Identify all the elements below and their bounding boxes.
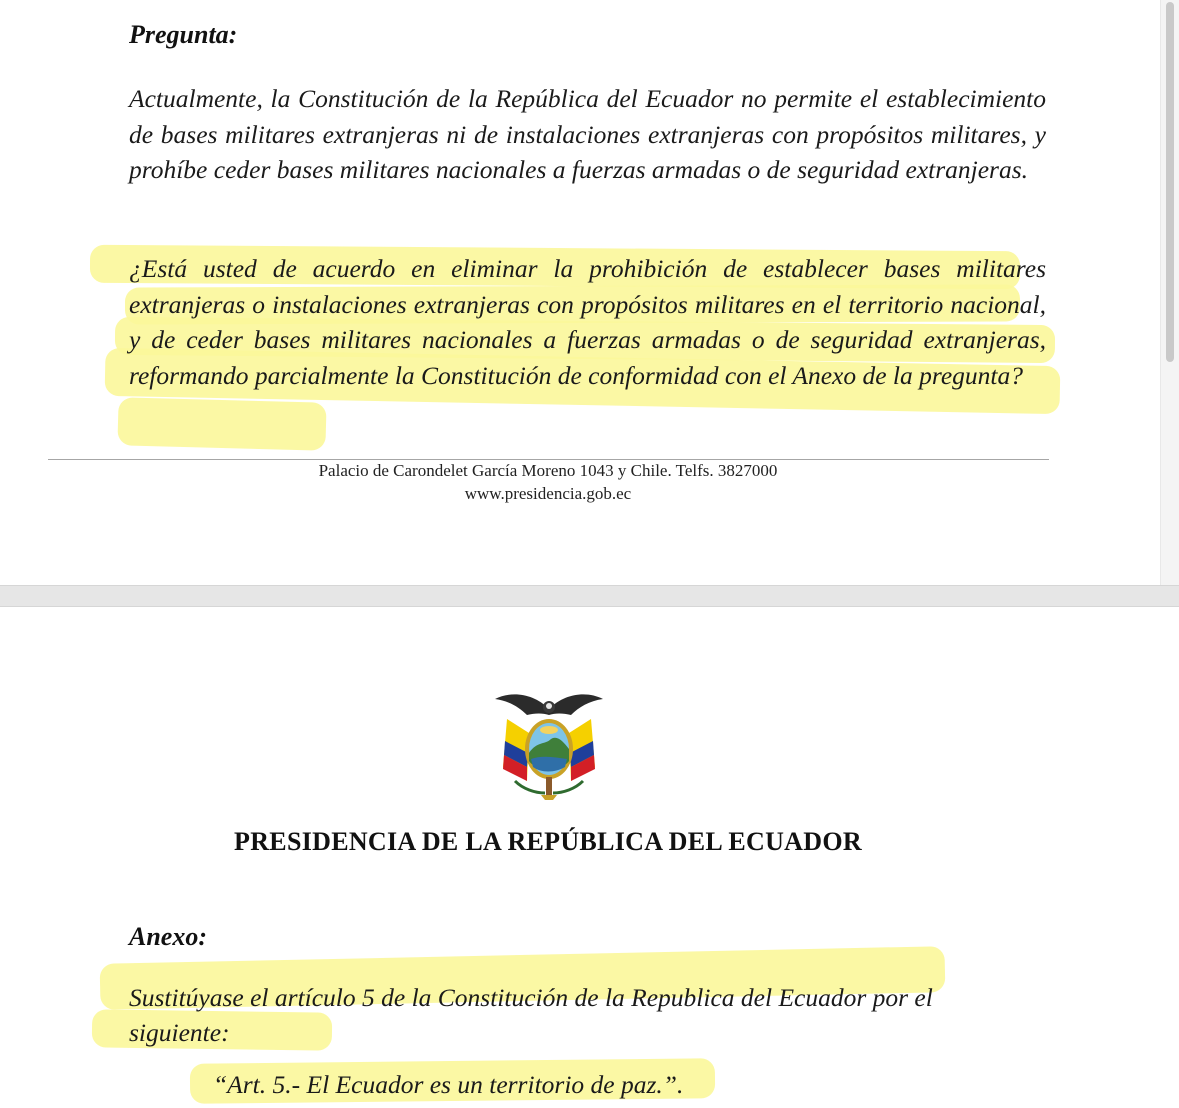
footer-divider <box>48 459 1049 460</box>
page-separator <box>0 585 1179 607</box>
vertical-scrollbar[interactable] <box>1160 0 1179 585</box>
scrollbar-thumb[interactable] <box>1166 2 1174 362</box>
annex-heading: Anexo: <box>129 922 207 951</box>
annex-instruction-line2: siguiente: <box>129 1018 230 1047</box>
annex-instruction-line1: Sustitúyase el artículo 5 de la Constitución de la Republica del Ecuador por el <box>129 983 933 1012</box>
footer-address: Palacio de Carondelet García Moreno 1043 y Chile. Telfs. 3827000 <box>318 461 778 480</box>
annex-article-text: “Art. 5.- El Ecuador es un territorio de paz.”. <box>213 1070 684 1099</box>
presidency-title: PRESIDENCIA DE LA REPÚBLICA DEL ECUADOR <box>234 827 862 856</box>
question-context-paragraph: Actualmente, la Constitución de la República del Ecuador no permite el establecimiento de bases militares extranjeras ni de instalaciones extranjeras con propósitos militares, y prohíbe ceder bases militares nacionales a fuerzas armadas o de seguridad extranjeras. <box>129 84 1046 184</box>
document-page-2 <box>0 607 1160 1108</box>
question-heading: Pregunta: <box>129 20 238 49</box>
ecuador-coat-of-arms-icon <box>493 689 605 801</box>
referendum-question-paragraph: ¿Está usted de acuerdo en eliminar la prohibición de establecer bases militares extranjeras o instalaciones extranjeras con propósitos militares en el territorio nacional, y de ceder bases militares nacionales a fuerzas armadas o de seguridad extranjeras, reformando parcialmente la Constitución de conformidad con el Anexo de la pregunta? <box>129 254 1046 390</box>
footer-website: www.presidencia.gob.ec <box>464 484 632 503</box>
